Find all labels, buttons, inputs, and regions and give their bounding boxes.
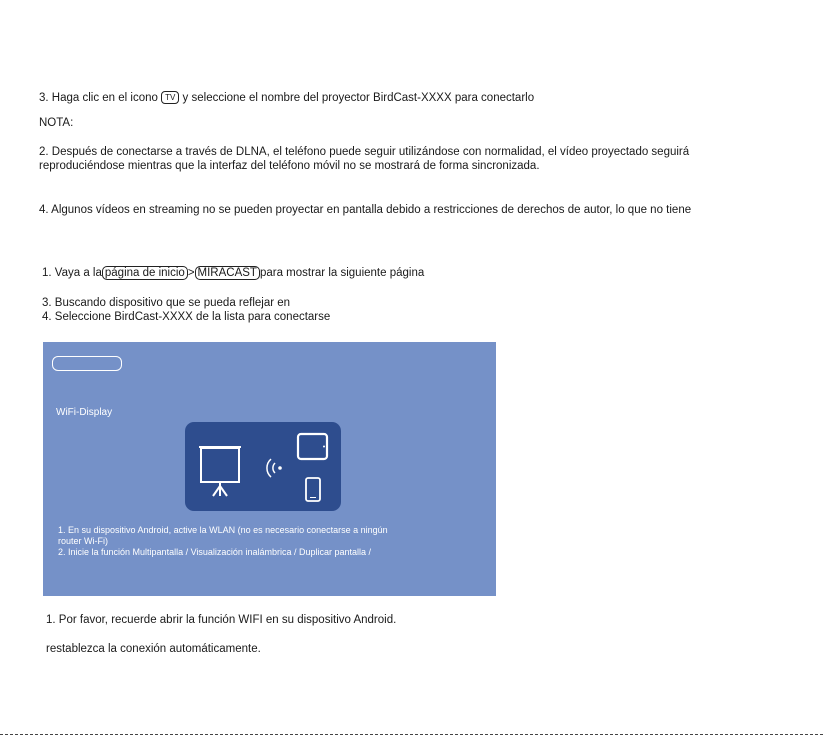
note-4: 4. Algunos vídeos en streaming no se pueden proyectar en pantalla debido a restricciones de derechos de autor, lo que no tiene [39,204,692,216]
miracast-button: MIRACAST [195,266,260,280]
note-2-line-2: reproduciéndose mientras que la interfaz del teléfono móvil no se mostrará de forma sincronizada. [39,160,540,172]
panel-step-1-line-1: 1. En su dispositivo Android, active la WLAN (no es necesario conectarse a ningún [58,525,388,535]
footer-note-1: 1. Por favor, recuerde abrir la función WIFI en su dispositivo Android. [46,614,397,626]
breadcrumb-separator: > [187,267,195,279]
wifi-display-title: WiFi-Display [56,407,113,418]
nota-label: NOTA: [39,117,74,129]
bottom-divider [0,734,823,735]
projector-screen-icon [199,447,241,496]
miracast-step-1-suffix: para mostrar la siguiente página [259,267,425,279]
tv-icon: TV [161,91,179,104]
device-illustration-card [185,422,341,511]
footer-note-2: restablezca la conexión automáticamente. [46,643,261,655]
wifi-display-panel [43,342,496,596]
panel-step-2: 2. Inicie la función Multipantalla / Visualización inalámbrica / Duplicar pantalla / [58,546,372,557]
panel-pill-shape [52,356,122,371]
wireless-signal-icon [267,459,282,477]
note-2-line-1: 2. Después de conectarse a través de DLNA, el teléfono puede seguir utilizándose con normalidad, el vídeo proyectado seguirá [39,146,690,158]
miracast-step-4: 4. Seleccione BirdCast-XXXX de la lista para conectarse [42,311,331,323]
panel-instructions [58,525,388,557]
miracast-step-1-prefix: 1. Vaya a la [42,267,102,279]
panel-step-1-line-2: router Wi-Fi) [58,535,108,546]
tv-step-suffix: y seleccione el nombre del proyector BirdCast-XXXX para conectarlo [182,92,535,104]
phone-icon [306,478,320,501]
device-illustration [185,422,341,511]
tv-step-prefix: 3. Haga clic en el icono [39,92,158,104]
tablet-icon [298,434,327,459]
miracast-step-3: 3. Buscando dispositivo que se pueda reflejar en [42,297,291,309]
home-page-button: página de inicio [102,266,188,280]
miracast-step-1 [42,266,424,280]
tv-step [39,91,534,105]
